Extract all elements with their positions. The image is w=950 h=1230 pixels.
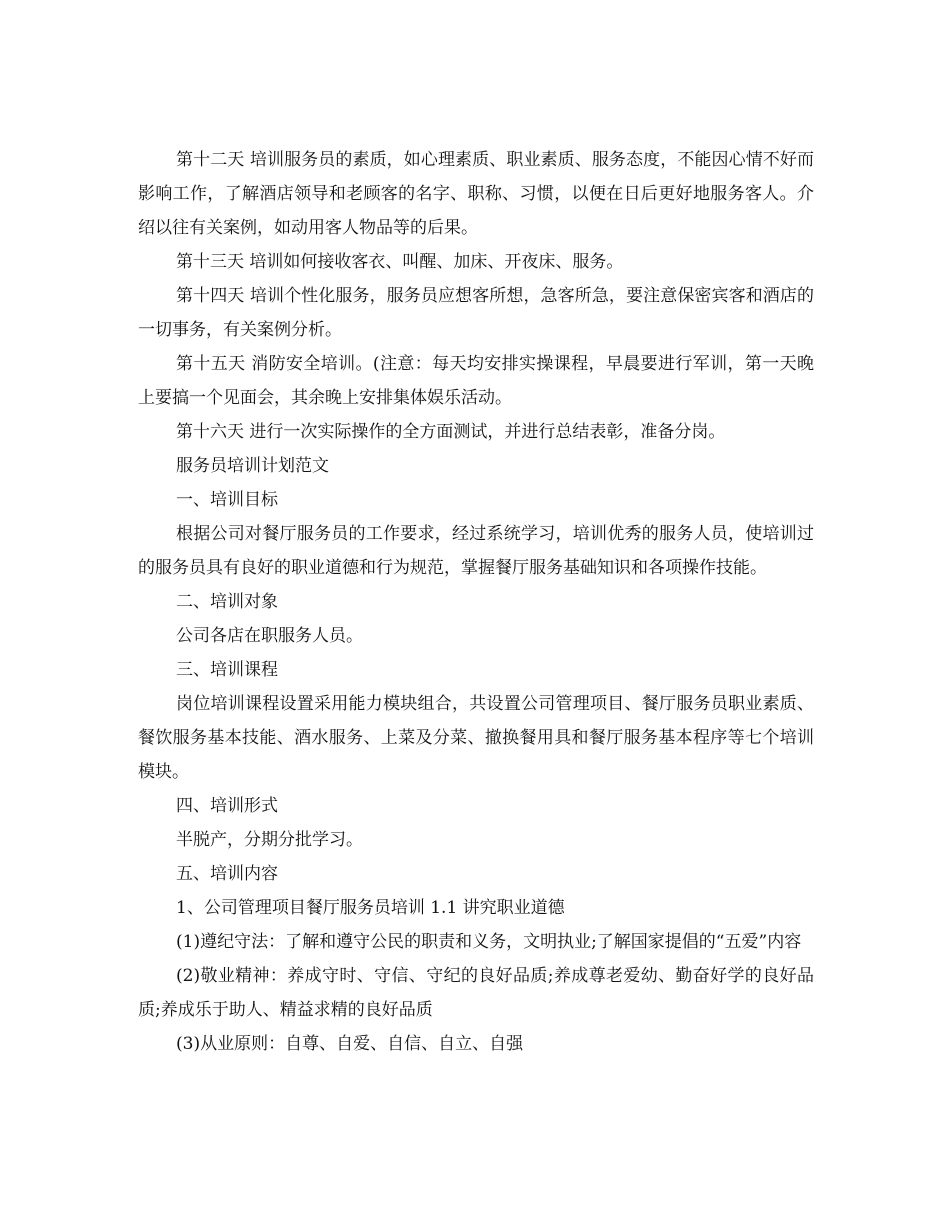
paragraph-content-item-1-2: (2)敬业精神：养成守时、守信、守纪的良好品质;养成尊老爱幼、勤奋好学的良好品质;养成乐于助人、精益求精的良好品质 <box>138 966 814 1020</box>
heading-training-form: 四、培训形式 <box>176 796 278 816</box>
paragraph-content-item-1: 1、公司管理项目餐厅服务员培训 1.1 讲究职业道德 <box>176 898 565 918</box>
paragraph-day-15: 第十五天 消防安全培训。(注意：每天均安排实操课程，早晨要进行军训，第一天晚上要搞一个见面会，其余晚上安排集体娱乐活动。 <box>138 354 814 408</box>
paragraph-training-form: 半脱产，分期分批学习。 <box>176 830 363 850</box>
paragraph-content-item-1-3: (3)从业原则：自尊、自爱、自信、自立、自强 <box>176 1034 524 1054</box>
paragraph-day-14: 第十四天 培训个性化服务，服务员应想客所想，急客所急，要注意保密宾客和酒店的一切事务，有关案例分析。 <box>138 286 814 340</box>
paragraph-day-13: 第十三天 培训如何接收客衣、叫醒、加床、开夜床、服务。 <box>176 252 624 272</box>
heading-training-target: 二、培训对象 <box>176 592 278 612</box>
section-title: 服务员培训计划范文 <box>176 456 329 476</box>
heading-training-content: 五、培训内容 <box>176 864 278 884</box>
heading-training-goal: 一、培训目标 <box>176 490 278 510</box>
paragraph-content-item-1-1: (1)遵纪守法：了解和遵守公民的职责和义务，文明执业;了解国家提倡的“五爱”内容 <box>176 932 802 952</box>
paragraph-training-target: 公司各店在职服务人员。 <box>176 626 363 646</box>
document-body <box>138 143 814 1061</box>
paragraph-day-16: 第十六天 进行一次实际操作的全方面测试，并进行总结表彰，准备分岗。 <box>176 422 726 442</box>
heading-training-courses: 三、培训课程 <box>176 660 278 680</box>
paragraph-training-courses: 岗位培训课程设置采用能力模块组合，共设置公司管理项目、餐厅服务员职业素质、餐饮服务基本技能、酒水服务、上菜及分菜、撤换餐用具和餐厅服务基本程序等七个培训模块。 <box>138 694 814 782</box>
paragraph-day-12: 第十二天 培训服务员的素质，如心理素质、职业素质、服务态度，不能因心情不好而影响工作，了解酒店领导和老顾客的名字、职称、习惯，以便在日后更好地服务客人。介绍以往有关案例，如动用客人物品等的后果。 <box>138 150 814 238</box>
paragraph-training-goal: 根据公司对餐厅服务员的工作要求，经过系统学习，培训优秀的服务人员，使培训过的服务员具有良好的职业道德和行为规范，掌握餐厅服务基础知识和各项操作技能。 <box>138 524 814 578</box>
